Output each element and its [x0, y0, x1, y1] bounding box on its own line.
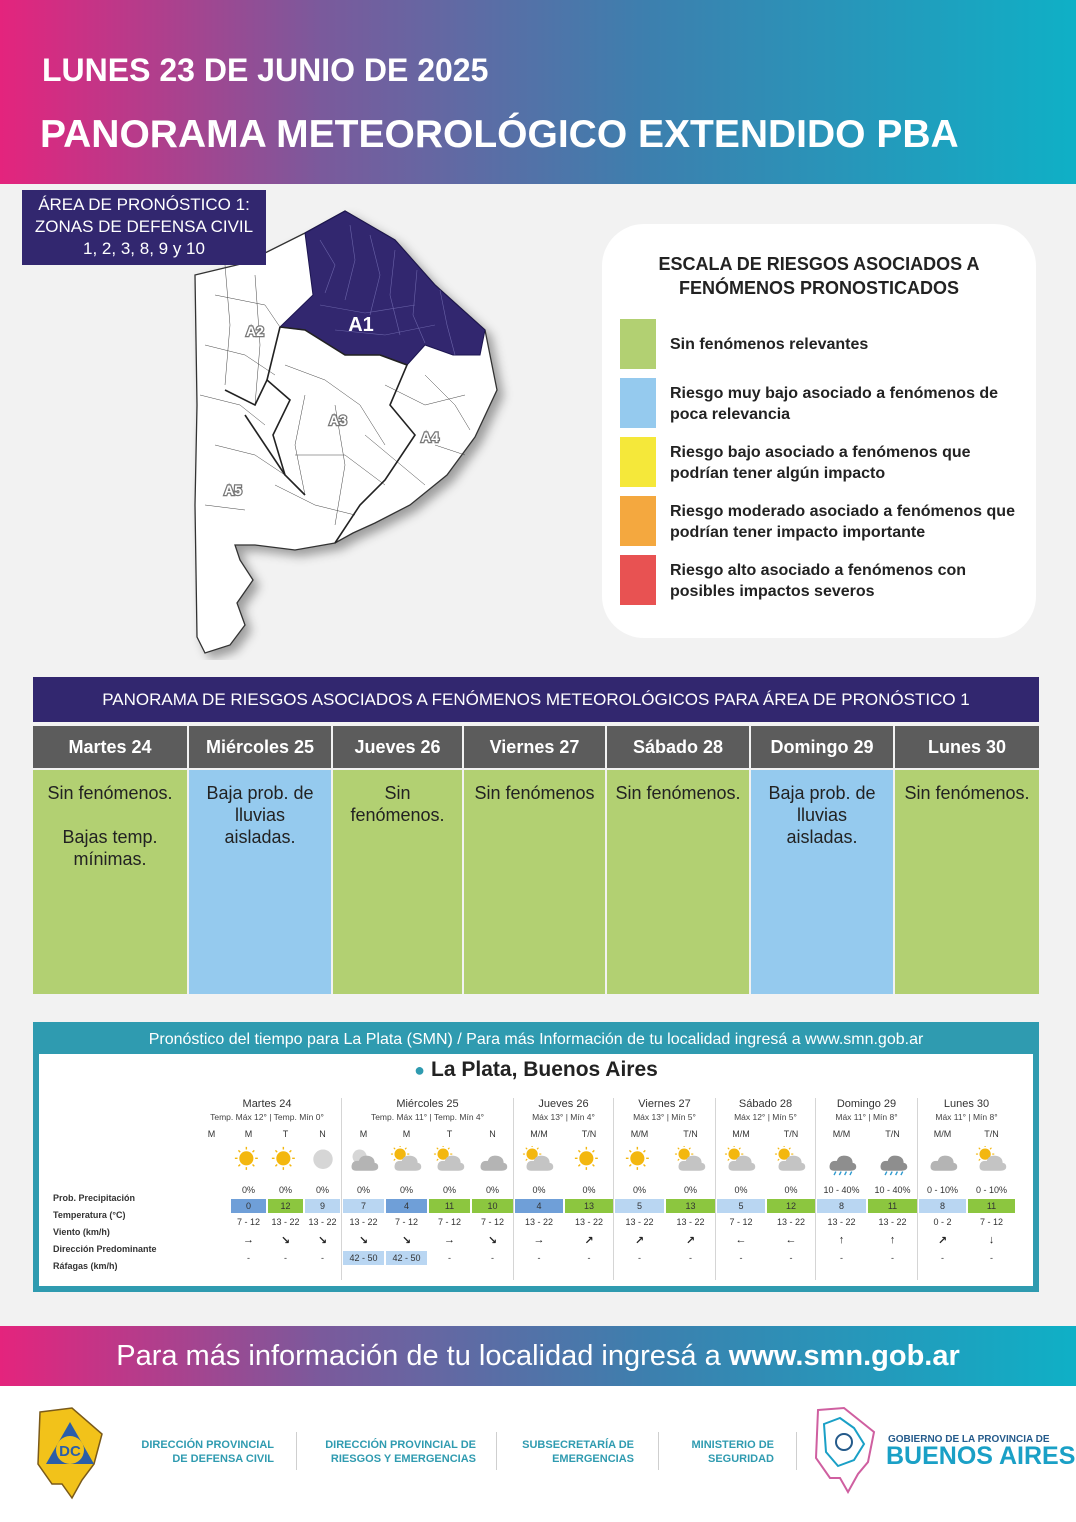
map-label-a3: A3 [329, 412, 347, 428]
gust-value: - [739, 1253, 743, 1263]
row-label-direction: Dirección Predominante [53, 1244, 157, 1254]
weather-cloud-icon [476, 1146, 510, 1176]
forecast-period [267, 1098, 304, 1280]
weather-suncloud-icon [674, 1146, 708, 1176]
panorama-day [464, 726, 605, 994]
info-banner [0, 1326, 1076, 1386]
forecast-day-summary: Máx 12° | Mín 5° [734, 1112, 797, 1122]
location-pin-icon: ● [414, 1060, 426, 1080]
org-subsecretaria [508, 1438, 634, 1466]
forecast-period [230, 1098, 267, 1280]
weather-suncloud-icon [522, 1146, 556, 1176]
buenos-aires-logo-icon [814, 1404, 880, 1494]
map-label-a2: A2 [246, 323, 264, 339]
weather-sun-icon [232, 1146, 266, 1176]
weather-sun-icon [269, 1146, 303, 1176]
gust-value: 42 - 50 [386, 1251, 427, 1265]
wind-direction-arrow-icon: ← [785, 1234, 797, 1246]
precip-value: 0% [734, 1185, 748, 1195]
area-line-1: ÁREA DE PRONÓSTICO 1: [38, 195, 250, 214]
legend-title-line-2: FENÓMENOS PRONOSTICADOS [678, 278, 960, 298]
forecast-day-name: Martes 24 [242, 1098, 292, 1110]
org-line: SEGURIDAD [707, 1453, 774, 1465]
gust-value: - [448, 1253, 451, 1263]
legend-item-none [620, 319, 1020, 369]
wind-direction-arrow-icon: ↘ [317, 1235, 328, 1247]
period-label: M/M [530, 1129, 548, 1139]
legend-item-very-low [620, 378, 1020, 428]
wind-value: 13 - 22 [776, 1217, 806, 1227]
wind-value: 13 - 22 [524, 1217, 554, 1227]
org-line: RIESGOS Y EMERGENCIAS [330, 1453, 476, 1465]
smn-caption: Pronóstico del tiempo para La Plata (SMN) / Para más Información de tu localidad ingresá a www.smn.gob.ar [148, 1031, 924, 1048]
forecast-day [613, 1098, 715, 1280]
period-label: M/M [630, 1129, 649, 1139]
panorama-day [751, 726, 893, 994]
wind-direction-arrow-icon: → [444, 1234, 455, 1246]
wind-value: 13 - 22 [308, 1217, 337, 1227]
temperature-value: 5 [615, 1199, 664, 1213]
row-label-wind: Viento (km/h) [53, 1227, 110, 1237]
forecast-period [471, 1098, 514, 1280]
panorama-day [333, 726, 462, 994]
precip-value: 0% [784, 1185, 798, 1195]
footer-divider [796, 1432, 797, 1470]
legend-item-moderate [620, 496, 1020, 546]
footer [0, 1386, 1076, 1522]
temperature-value [194, 1199, 229, 1213]
panorama-day [895, 726, 1039, 994]
wind-value: 7 - 12 [437, 1217, 461, 1227]
forecast-day [193, 1098, 341, 1280]
weather-cloud-icon [926, 1146, 960, 1176]
smn-location [39, 1058, 1033, 1082]
gust-value: - [689, 1253, 692, 1263]
forecast-period [428, 1098, 471, 1280]
wind-direction-arrow-icon: ↘ [487, 1235, 498, 1247]
footer-divider [496, 1432, 497, 1470]
forecast-day-summary: Máx 11° | Mín 8° [935, 1112, 998, 1122]
temperature-value: 8 [817, 1199, 866, 1213]
forecast-day-summary: Temp. Máx 11° | Temp. Mín 4° [370, 1112, 485, 1122]
area-line-3: 1, 2, 3, 8, 9 y 10 [83, 239, 205, 258]
forecast-period [564, 1098, 614, 1280]
legend-text: Riesgo bajo asociado a fenómenos que podrían tener algún impacto [670, 444, 971, 482]
forecast-period [665, 1098, 716, 1280]
wind-value: 7 - 12 [979, 1217, 1003, 1227]
period-label: M [207, 1129, 216, 1139]
temperature-value: 13 [666, 1199, 715, 1213]
defensa-civil-logo [32, 1404, 108, 1500]
legend-swatch [620, 555, 656, 605]
legend-text: Riesgo alto asociado a fenómenos con posibles impactos severos [670, 562, 967, 600]
banner-url-link[interactable]: www.smn.gob.ar [728, 1340, 960, 1372]
wind-value: 13 - 22 [349, 1217, 378, 1227]
weather-sun-icon [623, 1146, 657, 1176]
wind-value: 13 - 22 [625, 1217, 654, 1227]
forecast-day [513, 1098, 613, 1280]
wind-value: 13 - 22 [676, 1217, 705, 1227]
forecast-area-box [22, 190, 266, 265]
forecast-period [967, 1098, 1016, 1280]
wind-value: 7 - 12 [236, 1217, 260, 1227]
legend-item-high [620, 555, 1020, 605]
gust-value: - [284, 1253, 287, 1263]
org-line: SUBSECRETARÍA DE [522, 1439, 634, 1451]
period-label: M/M [832, 1129, 851, 1139]
forecast-day-summary: Temp. Máx 12° | Temp. Mín 0° [210, 1112, 324, 1122]
org-line: DIRECCIÓN PROVINCIAL [141, 1439, 274, 1451]
forecast-period [385, 1098, 428, 1280]
gust-value: - [891, 1253, 894, 1263]
panorama-day-text: Sin fenómenos. [895, 770, 1039, 994]
map-label-a4: A4 [421, 429, 439, 445]
forecast-day-name: Sábado 28 [738, 1098, 793, 1110]
weather-none-icon [195, 1146, 229, 1176]
panorama-day-text: Baja prob. de lluvias aisladas. [189, 770, 331, 994]
gust-value: - [840, 1253, 843, 1263]
forecast-day-name: Lunes 30 [943, 1098, 990, 1110]
gust-value: - [491, 1253, 494, 1263]
temperature-value: 10 [472, 1199, 513, 1213]
weather-rain-icon [876, 1146, 910, 1176]
weather-sun-icon [572, 1146, 606, 1176]
wind-direction-arrow-icon: ↗ [584, 1235, 594, 1247]
panorama-day-header: Martes 24 [33, 726, 187, 768]
temperature-value: 5 [717, 1199, 765, 1213]
temperature-value: 0 [231, 1199, 266, 1213]
smn-location-text: La Plata, Buenos Aires [431, 1058, 658, 1081]
temperature-value: 8 [919, 1199, 966, 1213]
org-riesgos [308, 1438, 476, 1466]
wind-direction-arrow-icon: ↘ [280, 1235, 291, 1247]
gov-line-1: GOBIERNO DE LA PROVINCIA DE [888, 1434, 1050, 1445]
legend-swatch [620, 378, 656, 428]
wind-direction-arrow-icon: ↑ [889, 1234, 896, 1246]
period-label: T/N [783, 1129, 799, 1139]
gust-value: - [537, 1253, 541, 1263]
wind-value: 13 - 22 [827, 1217, 856, 1227]
panorama-day-header: Domingo 29 [751, 726, 893, 768]
forecast-period [918, 1098, 967, 1280]
gust-value: - [990, 1253, 993, 1263]
wind-direction-arrow-icon: ↓ [988, 1234, 995, 1246]
temperature-value: 11 [429, 1199, 470, 1213]
org-ministerio [668, 1438, 774, 1466]
legend-title [602, 252, 1036, 300]
gust-value: - [587, 1253, 591, 1263]
row-label-temp: Temperatura (°C) [53, 1210, 126, 1220]
weather-rain-icon [825, 1146, 859, 1176]
wind-direction-arrow-icon: ↑ [838, 1234, 845, 1246]
gust-value [194, 1251, 229, 1265]
org-line: MINISTERIO DE [691, 1439, 774, 1451]
panorama-days [33, 726, 1039, 994]
temperature-value: 11 [868, 1199, 917, 1213]
smn-forecast [33, 1022, 1039, 1292]
panorama-day-text: Sin fenómenos [464, 770, 605, 994]
wind-direction-arrow-icon: ↗ [685, 1235, 696, 1247]
period-label: T/N [984, 1129, 999, 1139]
panorama-day-text: Sin fenómenos. Bajas temp. mínimas. [33, 770, 187, 994]
forecast-period [304, 1098, 341, 1280]
forecast-period [342, 1098, 385, 1280]
banner-text: Para más información de tu localidad ingresá a [116, 1340, 729, 1372]
gov-line-2: BUENOS AIRES [886, 1442, 1076, 1470]
period-label: T [282, 1129, 289, 1139]
temperature-value: 4 [515, 1199, 563, 1213]
temperature-value: 13 [565, 1199, 613, 1213]
panorama-day-header: Lunes 30 [895, 726, 1039, 768]
row-label-gusts: Ráfagas (km/h) [53, 1261, 118, 1271]
forecast-period [867, 1098, 918, 1280]
org-line: DE DEFENSA CIVIL [172, 1453, 274, 1465]
wind-direction-arrow-icon: → [243, 1234, 254, 1246]
period-label: T/N [683, 1129, 698, 1139]
temperature-value: 7 [343, 1199, 384, 1213]
period-label: T [446, 1129, 453, 1139]
period-label: M/M [933, 1129, 952, 1139]
precip-value: 0% [442, 1185, 456, 1195]
weather-suncloud-icon [724, 1146, 758, 1176]
weather-suncloud-icon [433, 1146, 467, 1176]
legend-item-low [620, 437, 1020, 487]
precip-value: 0 - 10% [975, 1185, 1008, 1195]
province-map [185, 205, 515, 660]
gust-value: - [789, 1253, 793, 1263]
forecast-day-summary: Máx 11° | Mín 8° [835, 1112, 898, 1122]
header [0, 0, 1076, 184]
row-label-precip: Prob. Precipitación [53, 1193, 136, 1203]
forecast-period [816, 1098, 867, 1280]
panorama-day [607, 726, 749, 994]
panorama-day [33, 726, 187, 994]
page-title: PANORAMA METEOROLÓGICO EXTENDIDO PBA [40, 113, 959, 156]
gust-value: - [247, 1253, 250, 1263]
precip-value: 0% [315, 1185, 329, 1195]
area-line-2: ZONAS DE DEFENSA CIVIL [34, 217, 254, 236]
legend-text: Riesgo muy bajo asociado a fenómenos de poca relevancia [670, 385, 999, 423]
legend-swatch [620, 319, 656, 369]
logo-dc-text: DC [59, 1443, 81, 1460]
wind-value: 13 - 22 [271, 1217, 300, 1227]
forecast-day [917, 1098, 1015, 1280]
wind-direction-arrow-icon: ↘ [401, 1235, 412, 1247]
wind-direction-arrow-icon: ← [735, 1234, 747, 1246]
forecast-day-summary: Máx 13° | Mín 4° [532, 1112, 595, 1122]
weather-moon-icon [306, 1146, 340, 1176]
legend-text: Riesgo moderado asociado a fenómenos que podrían tener impacto importante [670, 503, 1015, 541]
panorama-day-text: Sin fenómenos. [333, 770, 462, 994]
period-label: N [489, 1129, 496, 1139]
panorama-title: PANORAMA DE RIESGOS ASOCIADOS A FENÓMENOS METEOROLÓGICOS PARA ÁREA DE PRONÓSTICO 1 [33, 677, 1039, 722]
temperature-value: 12 [268, 1199, 303, 1213]
wind-direction-arrow-icon: ↗ [937, 1235, 948, 1247]
precip-value: 0% [485, 1185, 499, 1195]
gust-value: - [638, 1253, 641, 1263]
legend-swatch [620, 496, 656, 546]
map-label-a1: A1 [348, 314, 374, 336]
precip-value: 0% [278, 1185, 292, 1195]
forecast-day [341, 1098, 513, 1280]
precip-value: 0% [241, 1185, 255, 1195]
weather-suncloud-icon [390, 1146, 424, 1176]
precip-value: 0% [683, 1185, 697, 1195]
wind-value: 13 - 22 [574, 1217, 604, 1227]
panorama-day-header: Viernes 27 [464, 726, 605, 768]
legend-swatch [620, 437, 656, 487]
temperature-value: 12 [767, 1199, 815, 1213]
wind-value: 7 - 12 [394, 1217, 418, 1227]
panorama-day-header: Miércoles 25 [189, 726, 331, 768]
smn-forecast-card [39, 1054, 1033, 1286]
panorama-day [189, 726, 331, 994]
weather-suncloud-icon [774, 1146, 808, 1176]
org-line: EMERGENCIAS [552, 1453, 634, 1465]
period-label: M/M [732, 1129, 750, 1139]
footer-divider [658, 1432, 659, 1470]
forecast-period [766, 1098, 816, 1280]
gust-value: 42 - 50 [343, 1251, 384, 1265]
forecast-day-name: Miércoles 25 [396, 1098, 459, 1110]
wind-value: 0 - 2 [933, 1217, 952, 1227]
org-line: DIRECCIÓN PROVINCIAL DE [325, 1439, 476, 1451]
org-defensa-civil [128, 1438, 274, 1466]
legend-title-line-1: ESCALA DE RIESGOS ASOCIADOS A [658, 254, 980, 274]
risk-legend [602, 224, 1036, 638]
forecast-day-name: Domingo 29 [836, 1098, 897, 1110]
temperature-value: 11 [968, 1199, 1015, 1213]
page-date: LUNES 23 DE JUNIO DE 2025 [42, 52, 489, 88]
wind-value: 7 - 12 [480, 1217, 504, 1227]
wind-direction-arrow-icon: ↘ [358, 1235, 369, 1247]
legend-text: Sin fenómenos relevantes [670, 336, 869, 353]
panorama-day-header: Jueves 26 [333, 726, 462, 768]
temperature-value: 9 [305, 1199, 340, 1213]
temperature-value: 4 [386, 1199, 427, 1213]
period-label: T/N [581, 1129, 597, 1139]
wind-value: 7 - 12 [729, 1217, 753, 1227]
precip-value: 10 - 40% [823, 1185, 860, 1195]
period-label: M [359, 1129, 368, 1139]
forecast-day [815, 1098, 917, 1280]
footer-divider [296, 1432, 297, 1470]
panorama-day-text: Sin fenómenos. [607, 770, 749, 994]
panorama-day-text: Baja prob. de lluvias aisladas. [751, 770, 893, 994]
forecast-day-summary: Máx 13° | Mín 5° [633, 1112, 696, 1122]
period-label: N [319, 1129, 326, 1139]
period-label: M [244, 1129, 253, 1139]
wind-direction-arrow-icon: ↗ [634, 1235, 645, 1247]
panorama-day-header: Sábado 28 [607, 726, 749, 768]
weather-suncloud-icon [975, 1146, 1009, 1176]
forecast-day-name: Jueves 26 [538, 1098, 589, 1110]
forecast-day [715, 1098, 815, 1280]
forecast-period [614, 1098, 665, 1280]
wind-value: 13 - 22 [878, 1217, 907, 1227]
period-label: T/N [885, 1129, 900, 1139]
gust-value: - [941, 1253, 944, 1263]
precip-value: 0% [356, 1185, 370, 1195]
wind-direction-arrow-icon: → [533, 1234, 545, 1246]
forecast-period [716, 1098, 766, 1280]
forecast-day-name: Viernes 27 [638, 1098, 691, 1110]
period-label: M [402, 1129, 411, 1139]
map-label-a5: A5 [224, 482, 242, 498]
precip-value: 0 - 10% [926, 1185, 959, 1195]
precip-value: 0% [532, 1185, 546, 1195]
forecast-period [514, 1098, 564, 1280]
precip-value: 0% [582, 1185, 596, 1195]
weather-cloudnight-icon [347, 1146, 381, 1176]
gust-value: - [321, 1253, 324, 1263]
forecast-period [193, 1098, 230, 1280]
precip-value: 10 - 40% [874, 1185, 911, 1195]
precip-value: 0% [399, 1185, 413, 1195]
precip-value: 0% [632, 1185, 646, 1195]
